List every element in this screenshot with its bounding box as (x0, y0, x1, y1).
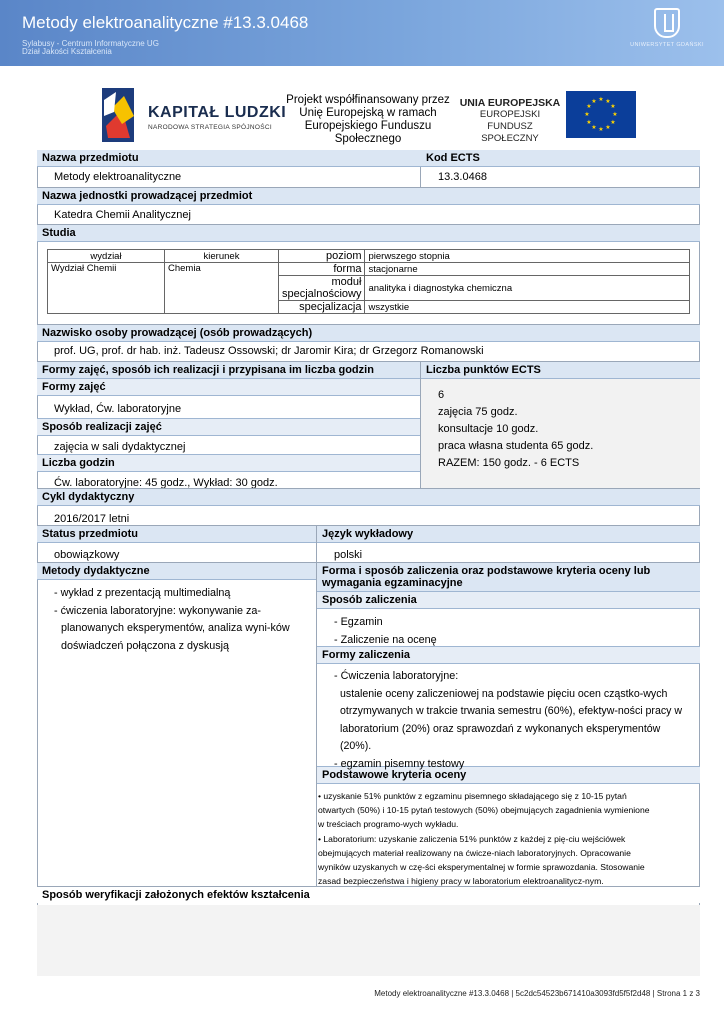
hours-label: Liczba godzin (37, 454, 420, 472)
ects-points-line: praca własna studenta 65 godz. (438, 440, 594, 452)
studia-spec-label: specjalizacja (279, 301, 365, 314)
cycle-value: 2016/2017 letni (54, 513, 130, 525)
eu-flag-icon (566, 91, 636, 138)
ects-points-list (421, 379, 700, 489)
ue-text (458, 97, 562, 145)
methods-item: - wykład z prezentacją multimedialną (54, 587, 231, 599)
criteria-line: • Laboratorium: uzyskanie zaliczenia 51% punktów z każdej z pię-ciu wejściówek (318, 833, 626, 844)
hours-value: Ćw. laboratoryjne: 45 godz., Wykład: 30 godz. (54, 477, 278, 489)
assessment-method-item: - Zaliczenie na ocenę (334, 633, 437, 646)
studia-modul-label-1: moduł (331, 276, 362, 288)
studia-modul-value: analityka i diagnostyka chemiczna (365, 276, 690, 301)
svg-text:★: ★ (591, 124, 597, 131)
kapital-ludzki-name: KAPITAŁ LUDZKI (148, 104, 287, 121)
assessment-label-2: wymagania egzaminacyjne (322, 577, 463, 589)
assessment-method-item: - Egzamin (334, 616, 383, 628)
svg-text:★: ★ (605, 124, 611, 131)
ects-points-section (421, 361, 700, 488)
status-label: Status przedmiotu (37, 526, 316, 543)
studia-forma-value: stacjonarne (365, 263, 690, 276)
studia-kierunek-value: Chemia (165, 263, 279, 314)
unit-value: Katedra Chemii Analitycznej (54, 209, 191, 221)
ects-points-line: RAZEM: 150 godz. - 6 ECTS (438, 457, 580, 469)
status-section (37, 525, 317, 563)
course-name-label: Nazwa przedmiotu (37, 150, 421, 167)
ects-points-line: zajęcia 75 godz. (438, 406, 518, 418)
svg-text:★: ★ (598, 126, 604, 133)
studia-modul-label (279, 276, 365, 301)
forms-section (37, 361, 421, 488)
ue-line-2: EUROPEJSKI (479, 109, 541, 120)
criteria-line: obejmujących materiał realizowany na ćwicze-niach laboratoryjnych. Opracowanie (318, 847, 631, 858)
ects-code-section (421, 150, 700, 185)
university-crest-icon (654, 8, 680, 38)
unit-label: Nazwa jednostki prowadzącej przedmiot (37, 188, 700, 205)
studia-table (47, 249, 690, 314)
assessment-label-1: Forma i sposób zaliczenia oraz podstawowe kryteria oceny lub (322, 565, 651, 577)
studia-poziom-label: poziom (279, 250, 365, 263)
studia-header-wydzial: wydział (48, 250, 165, 263)
mode-value: zajęcia w sali dydaktycznej (54, 441, 186, 453)
svg-text:★: ★ (610, 119, 616, 126)
page-title: Metody elektroanalityczne #13.3.0468 (22, 13, 309, 32)
assessment-label (317, 563, 700, 592)
studia-poziom-value: pierwszego stopnia (365, 250, 690, 263)
teachers-value: prof. UG, prof. dr hab. inż. Tadeusz Ossowski; dr Jaromir Kira; dr Grzegorz Romanowski (54, 345, 484, 357)
methods-list (37, 580, 316, 655)
svg-text:★: ★ (612, 111, 618, 118)
verification-label: Sposób weryfikacji założonych efektów kształcenia (37, 887, 700, 903)
assessment-criteria-list (317, 784, 700, 888)
assessment-forms-item: - egzamin pisemny testowy (334, 757, 465, 770)
ue-line-1: UNIA EUROPEJSKA (459, 97, 561, 109)
svg-text:★: ★ (586, 119, 592, 126)
assessment-forms-item: laboratorium (20%) oraz sprawozdań z wykonanych eksperymentów (340, 722, 661, 735)
language-value: polski (334, 549, 363, 561)
assessment-forms-item: - Ćwiczenia laboratoryjne: (334, 670, 459, 682)
kapital-ludzki-logo (100, 86, 287, 146)
methods-section (37, 562, 317, 886)
ects-points-total: 6 (438, 389, 445, 401)
svg-text:★: ★ (598, 96, 604, 103)
criteria-line: wyników uzyskanych w czę-ści eksperymentalnej w formie sprawozdania. Stosowanie (318, 862, 645, 873)
ects-points-label: Liczba punktów ECTS (421, 362, 700, 379)
assessment-section (317, 562, 700, 886)
svg-text:★: ★ (610, 103, 616, 110)
university-name: UNIWERSYTET GDAŃSKI (630, 42, 704, 48)
methods-item: doświadczeń połączona z dyskusją (61, 639, 230, 652)
svg-text:★: ★ (605, 98, 611, 105)
forms-value: Wykład, Ćw. laboratoryjne (54, 403, 182, 415)
ue-line-3: FUNDUSZ SPOŁECZNY (481, 121, 539, 144)
criteria-line: zasad bezpieczeństwa i higieny pracy w laboratorium elektroanalitycz-nym. (318, 876, 604, 887)
methods-item: planowanych eksperymentów, analiza wyni-ków (61, 622, 290, 634)
course-name-section (37, 150, 421, 185)
studia-label: Studia (37, 225, 700, 242)
studia-spec-value: wszystkie (365, 301, 690, 314)
mode-label: Sposób realizacji zajęć (37, 418, 420, 436)
kapital-ludzki-subtitle: NARODOWA STRATEGIA SPÓJNOŚCI (148, 124, 272, 131)
studia-header-kierunek: kierunek (165, 250, 279, 263)
forms-label: Formy zajęć, sposób ich realizacji i przypisana im liczba godzin (37, 362, 420, 379)
assessment-forms-item: (20%). (340, 740, 372, 752)
unit-section (37, 187, 700, 223)
assessment-method-label: Sposób zaliczenia (317, 592, 700, 609)
header-banner (0, 0, 724, 66)
language-section (317, 525, 700, 563)
header-subtitle: Sylabusy - Centrum Informatyczne UG (22, 39, 159, 48)
teachers-section (37, 324, 700, 360)
page-footer: Metody elektroanalityczne #13.3.0468 | 5c2dc54523b671410a3093fd5f5f2d48 | Strona 1 z 3 (374, 989, 700, 998)
criteria-line: otwartych (50%) i 10-15 pytań testowych (50%) obejmujących zagadnienia wymienione (318, 805, 650, 816)
course-name-value: Metody elektroanalityczne (54, 171, 182, 183)
teachers-label: Nazwisko osoby prowadzącej (osób prowadzących) (37, 325, 700, 342)
project-text: Projekt współfinansowany przez Unię Europejską w ramach Europejskiego Funduszu Społecznego (286, 94, 450, 145)
methods-item: - ćwiczenia laboratoryjne: wykonywanie za- (54, 604, 262, 617)
status-value: obowiązkowy (54, 549, 120, 561)
studia-forma-label: forma (279, 263, 365, 276)
cycle-label: Cykl dydaktyczny (37, 489, 700, 506)
cycle-section (37, 488, 700, 526)
criteria-line: w treściach programo-wych wykładu. (318, 819, 459, 830)
assessment-forms-label: Formy zaliczenia (317, 646, 700, 664)
svg-text:★: ★ (586, 103, 592, 110)
forms-subsection-label: Formy zajęć (37, 379, 420, 396)
studia-modul-label-2: specjalnościowy (282, 288, 362, 300)
ects-points-line: konsultacje 10 godz. (438, 423, 539, 435)
kapital-ludzki-icon (100, 86, 138, 144)
verification-section (37, 886, 700, 975)
studia-section (37, 224, 700, 242)
criteria-line: • uzyskanie 51% punktów z egzaminu pisemnego składającego się z 10-15 pytań (318, 791, 627, 801)
studia-wydzial-value: Wydział Chemii (48, 263, 165, 314)
assessment-forms-item: otrzymywanych w trakcie trwania semestru (60%), efektyw-ności pracy w (340, 705, 683, 717)
ects-code-label: Kod ECTS (421, 150, 700, 167)
header-subtitle-2: Dział Jakości Kształcenia (22, 47, 112, 56)
assessment-method-list (317, 609, 700, 646)
methods-label: Metody dydaktyczne (37, 563, 316, 580)
language-label: Język wykładowy (317, 526, 700, 543)
svg-text:★: ★ (584, 111, 590, 118)
assessment-criteria-label: Podstawowe kryteria oceny (317, 766, 700, 784)
verification-content (37, 905, 700, 976)
assessment-forms-item: ustalenie oceny zaliczeniowej na podstawie pięciu ocen cząstko-wych (340, 687, 668, 700)
ects-code-value: 13.3.0468 (438, 171, 487, 183)
university-logo (624, 8, 710, 48)
assessment-forms-list (317, 664, 700, 770)
svg-text:★: ★ (591, 98, 597, 105)
